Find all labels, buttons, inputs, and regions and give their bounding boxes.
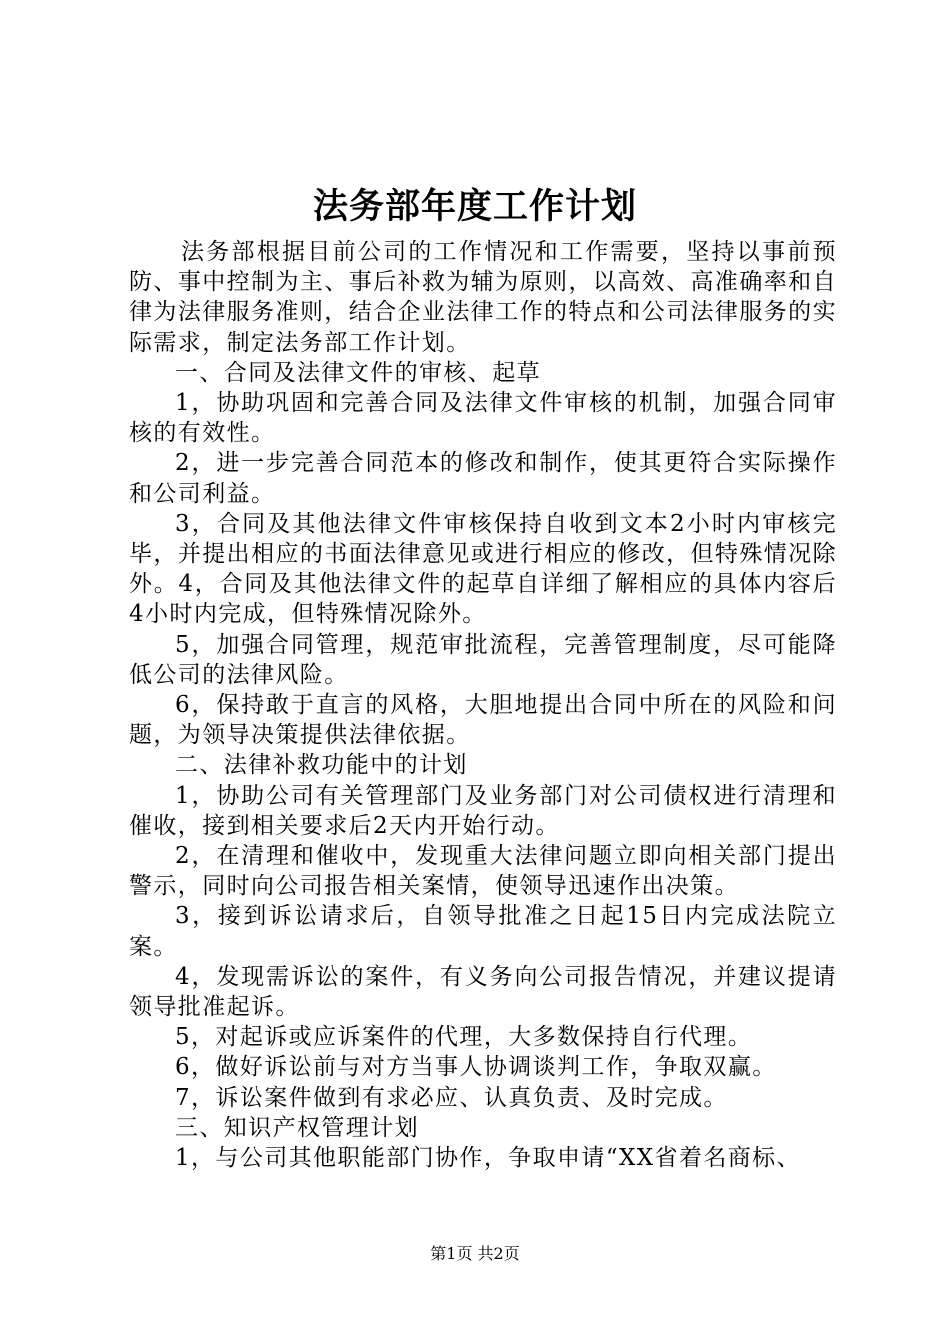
section-3-item-1: 1，与公司其他职能部门协作，争取申请“XX省着名商标、: [175, 1145, 801, 1172]
section-2-item-7: 7，诉讼案件做到有求必应、认真负责、及时完成。: [175, 1084, 728, 1111]
intro-paragraph: 法务部根据目前公司的工作情况和工作需要，坚持以事前预防、事中控制为主、事后补救为辅为原则，以高效、高准确率和自律为法律服务准则，结合企业法律工作的特点和公司法律服务的实际需求，制定法务部工作计划。: [129, 239, 837, 356]
section-1-item-6: 6，保持敢于直言的风格，大胆地提出合同中所在的风险和问题，为领导决策提供法律依据。: [129, 692, 837, 749]
section-2-item-2: 2，在清理和催收中，发现重大法律问题立即向相关部门提出警示，同时向公司报告相关案情，使领导迅速作出决策。: [129, 843, 837, 900]
section-2-item-1: 1，协助公司有关管理部门及业务部门对公司债权进行清理和催收，接到相关要求后2天内开始行动。: [129, 782, 837, 839]
section-1-item-1: 1，协助巩固和完善合同及法律文件审核的机制，加强合同审核的有效性。: [129, 390, 837, 447]
section-2-item-5: 5，对起诉或应诉案件的代理，大多数保持自行代理。: [175, 1024, 753, 1051]
section-2-item-3: 3，接到诉讼请求后，自领导批准之日起15日内完成法院立案。: [129, 903, 837, 960]
section-heading-1: 一、合同及法律文件的审核、起草: [175, 359, 541, 386]
document-body: [129, 237, 837, 1173]
section-1-item-5: 5，加强合同管理，规范审批流程，完善管理制度，尽可能降低公司的法律风险。: [129, 631, 837, 688]
section-heading-3: 三、知识产权管理计划: [175, 1114, 419, 1141]
section-heading-2: 二、法律补救功能中的计划: [175, 752, 468, 779]
section-1-item-3-4: 3，合同及其他法律文件审核保持自收到文本2小时内审核完毕，并提出相应的书面法律意见或进行相应的修改，但特殊情况除外。4，合同及其他法律文件的起草自详细了解相应的具体内容后4小时内完成，但特殊情况除外。: [129, 510, 837, 628]
page-number-footer: 第1页 共2页: [430, 1244, 520, 1263]
section-1-item-2: 2，进一步完善合同范本的修改和制作，使其更符合实际操作和公司利益。: [129, 450, 837, 507]
section-2-item-4: 4，发现需诉讼的案件，有义务向公司报告情况，并建议提请领导批准起诉。: [129, 963, 837, 1021]
section-2-item-6: 6，做好诉讼前与对方当事人协调谈判工作，争取双赢。: [175, 1054, 777, 1081]
document-title: 法务部年度工作计划: [312, 186, 637, 227]
